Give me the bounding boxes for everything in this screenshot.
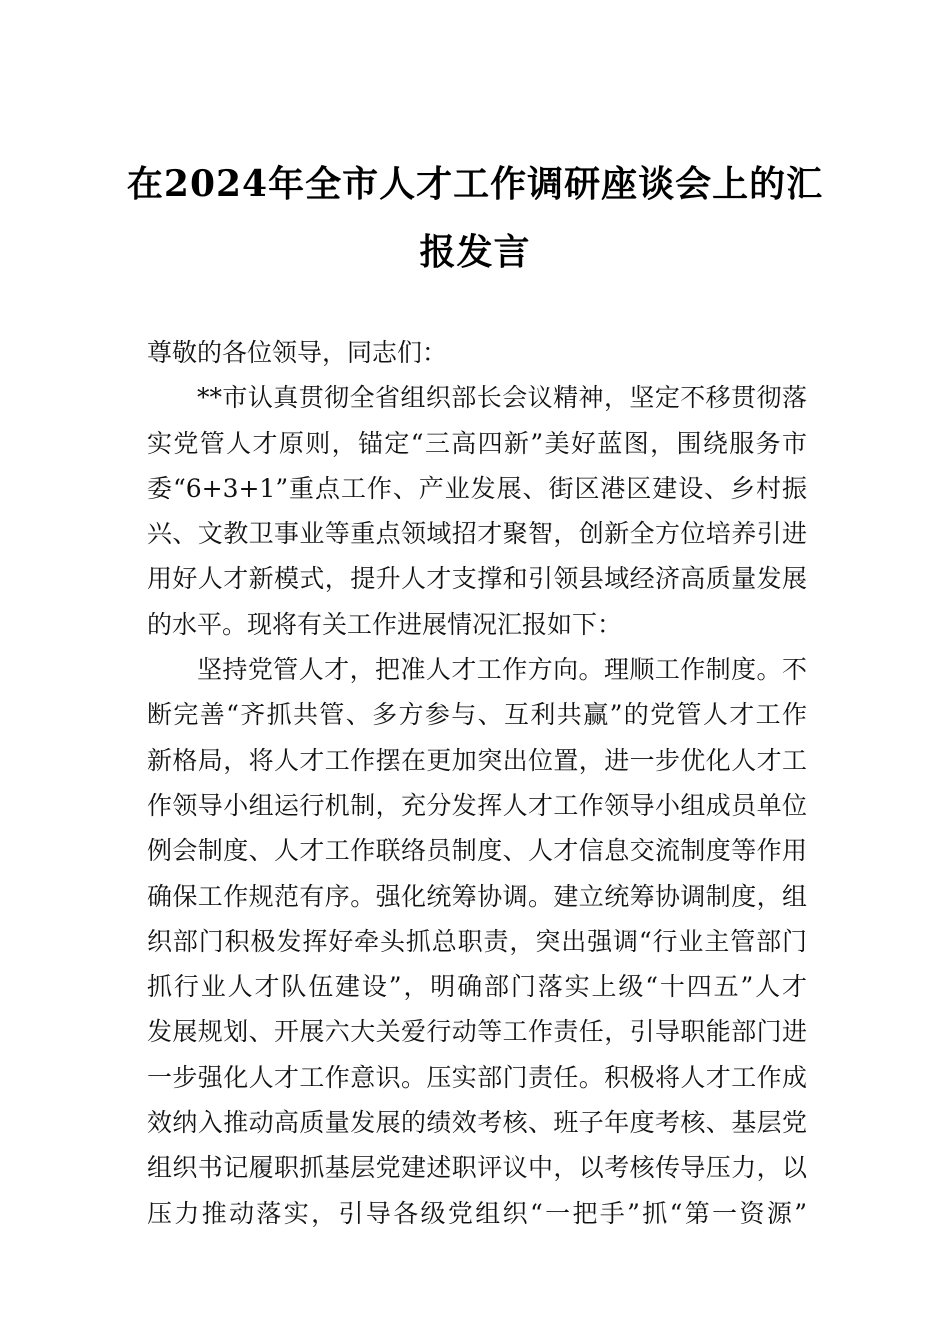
paragraph-line: 实党管人才原则，锚定“三高四新”美好蓝图，围绕服务市 [147, 428, 807, 458]
paragraph-line: 确保工作规范有序。强化统筹协调。建立统筹协调制度，组 [147, 881, 807, 911]
paragraph-line: 效纳入推动高质量发展的绩效考核、班子年度考核、基层党 [147, 1108, 807, 1138]
document-title [120, 150, 830, 286]
paragraph-line: 坚持党管人才，把准人才工作方向。理顺工作制度。不 [197, 655, 807, 685]
paragraph-line: 发展规划、开展六大关爱行动等工作责任，引导职能部门进 [147, 1017, 807, 1047]
paragraph-line: **市认真贯彻全省组织部长会议精神，坚定不移贯彻落 [197, 383, 807, 413]
paragraph-line: 抓行业人才队伍建设”，明确部门落实上级“十四五”人才 [147, 972, 807, 1002]
paragraph-line: 压力推动落实，引导各级党组织“一把手”抓“第一资源” [147, 1198, 807, 1228]
title-line-1: 在2024年全市人才工作调研座谈会上的汇 [126, 163, 824, 205]
paragraph-line: 织部门积极发挥好牵头抓总职责，突出强调“行业主管部门 [147, 926, 807, 956]
paragraph-2 [147, 647, 807, 1236]
paragraph-line: 作领导小组运行机制，充分发挥人才工作领导小组成员单位 [147, 790, 807, 820]
paragraph-line: 委“6+3+1”重点工作、产业发展、街区港区建设、乡村振 [147, 473, 807, 503]
paragraph-line: 断完善“齐抓共管、多方参与、互利共赢”的党管人才工作 [147, 700, 807, 730]
paragraph-line: 用好人才新模式，提升人才支撑和引领县域经济高质量发展 [147, 564, 807, 594]
salutation: 尊敬的各位领导，同志们： [147, 338, 448, 367]
title-line-2: 报发言 [419, 231, 531, 273]
paragraph-line: 组织书记履职抓基层党建述职评议中，以考核传导压力，以 [147, 1153, 807, 1183]
paragraph-line: 一步强化人才工作意识。压实部门责任。积极将人才工作成 [147, 1062, 807, 1092]
paragraph-line: 新格局，将人才工作摆在更加突出位置，进一步优化人才工 [147, 745, 807, 775]
paragraph-line: 的水平。现将有关工作进展情况汇报如下： [147, 609, 623, 639]
paragraph-line: 兴、文教卫事业等重点领域招才聚智，创新全方位培养引进 [147, 519, 807, 549]
paragraph-1 [147, 375, 807, 647]
paragraph-line: 例会制度、人才工作联络员制度、人才信息交流制度等作用 [147, 836, 807, 866]
document-body [147, 330, 807, 1236]
